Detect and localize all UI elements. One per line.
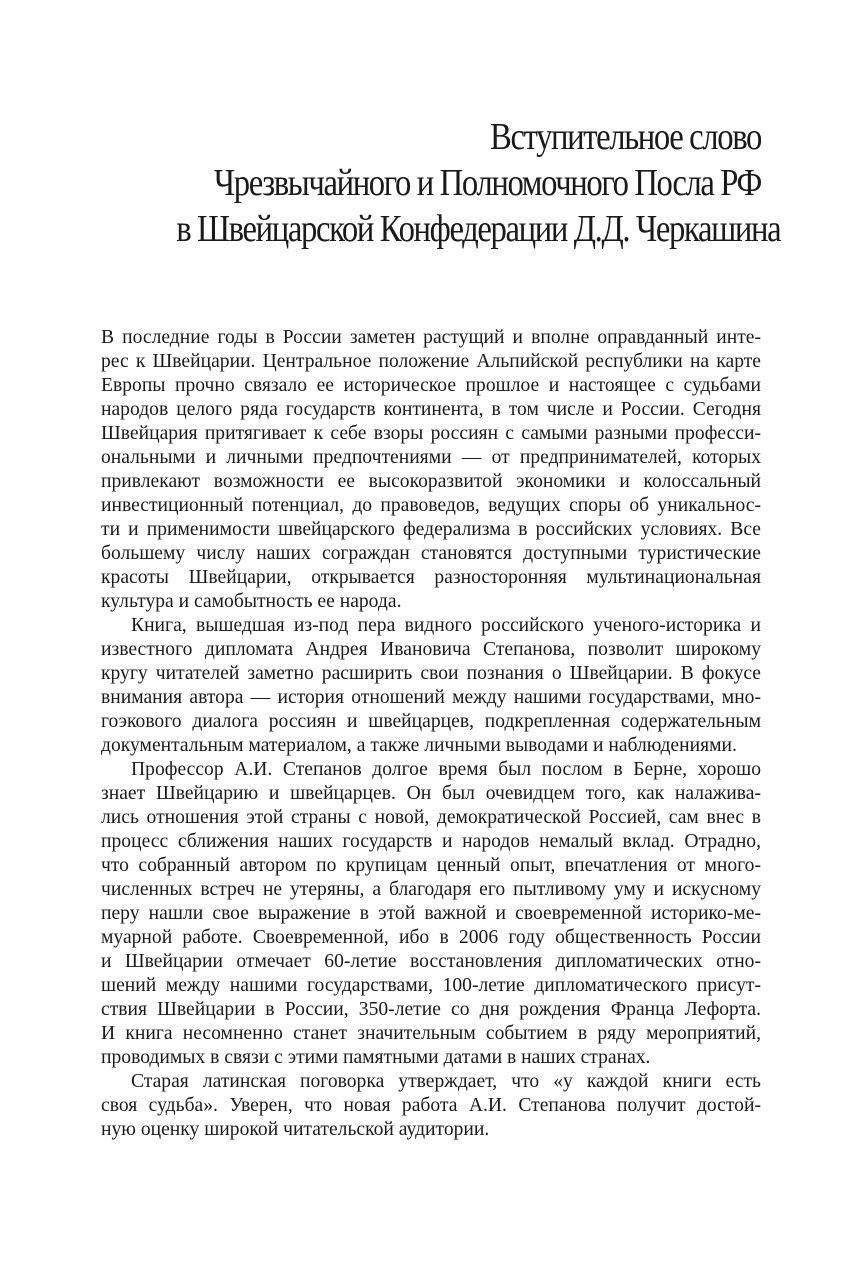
paragraph-line: своя судьба». Уверен, что новая работа А.И. Степанова получит достой-	[101, 1095, 761, 1116]
paragraph-line: ональными и личными предпочтениями — от предпринимателей, которых	[101, 447, 761, 468]
paragraph-line: Книга, вышедшая из-под пера видного российского ученого-историка и	[131, 615, 761, 636]
paragraph-line: большему числу наших сограждан становятся доступными туристические	[101, 543, 761, 564]
paragraph-line: численных встреч не утеряны, а благодаря его пытливому уму и искусному	[101, 879, 761, 900]
paragraph-line: внимания автора — история отношений между нашими государствами, мно-	[101, 687, 761, 708]
paragraph-line: народов целого ряда государств континента, в том числе и России. Сегодня	[101, 399, 761, 420]
title-line-2: Чрезвычайного и Полномочного Посла РФ	[213, 162, 761, 204]
paragraph-line: гоэкового диалога россиян и швейцарцев, подкрепленная содержательным	[101, 711, 761, 732]
paragraph-line: красоты Швейцарии, открывается разносторонняя мультинациональная	[101, 567, 761, 588]
paragraph	[101, 326, 761, 614]
paragraph-line: рес к Швейцарии. Центральное положение Альпийской республики на карте	[101, 351, 761, 372]
paragraph-line: проводимых в связи с этими памятными датами в наших странах.	[101, 1047, 651, 1068]
title-line-1: Вступительное слово	[490, 116, 761, 158]
paragraph-line: ти и применимости швейцарского федерализма в российских условиях. Все	[101, 519, 761, 540]
paragraph-line: кругу читателей заметно расширить свои познания о Швейцарии. В фокусе	[101, 663, 761, 684]
paragraph-line: известного дипломата Андрея Ивановича Степанова, позволит широкому	[101, 639, 761, 660]
paragraph-line: привлекают возможности ее высокоразвитой экономики и колоссальный	[101, 471, 761, 492]
paragraph-line: лись отношения этой страны с новой, демократической Россией, сам внес в	[101, 807, 761, 828]
paragraph-line: шений между нашими государствами, 100-летие дипломатического присут-	[101, 975, 761, 996]
paragraph-line: документальным материалом, а также личными выводами и наблюдениями.	[101, 735, 737, 756]
paragraph	[101, 614, 761, 758]
paragraph-line: ствия Швейцарии в России, 350-летие со дня рождения Франца Лефорта.	[101, 999, 761, 1020]
body-text	[101, 326, 761, 1142]
paragraph-line: Старая латинская поговорка утверждает, что «у каждой книги есть	[131, 1071, 761, 1092]
paragraph-line: знает Швейцарию и швейцарцев. Он был очевидцем того, как налажива-	[101, 783, 761, 804]
paragraph-line: перу нашли свое выражение в этой важной и своевременной историко-ме-	[101, 903, 761, 924]
page-title	[81, 114, 781, 252]
paragraph-line: процесс сближения наших государств и народов немалый вклад. Отрадно,	[101, 831, 761, 852]
paragraph-line: Европы прочно связало ее историческое прошлое и настоящее с судьбами	[101, 375, 761, 396]
paragraph-line: В последние годы в России заметен растущий и вполне оправданный инте-	[101, 327, 761, 348]
paragraph-line: муарной работе. Своевременной, ибо в 2006 году общественность России	[101, 927, 761, 948]
paragraph-line: что собранный автором по крупицам ценный опыт, впечатления от много-	[101, 855, 761, 876]
paragraph-line: И книга несомненно станет значительным событием в ряду мероприятий,	[101, 1023, 761, 1044]
paragraph-line: и Швейцарии отмечает 60-летие восстановления дипломатических отно-	[101, 951, 761, 972]
paragraph-line: Профессор А.И. Степанов долгое время был послом в Берне, хорошо	[131, 759, 761, 780]
paragraph-line: инвестиционный потенциал, до правоведов, ведущих споры об уникальнос-	[101, 495, 761, 516]
paragraph-line: культура и самобытность ее народа.	[101, 591, 402, 612]
paragraph-line: ную оценку широкой читательской аудитории.	[101, 1119, 490, 1140]
paragraph-line: Швейцария притягивает к себе взоры россиян с самыми разными професси-	[101, 423, 761, 444]
paragraph	[101, 1070, 761, 1142]
paragraph	[101, 758, 761, 1070]
title-line-3: в Швейцарской Конфедерации Д.Д. Черкашина	[176, 208, 781, 250]
